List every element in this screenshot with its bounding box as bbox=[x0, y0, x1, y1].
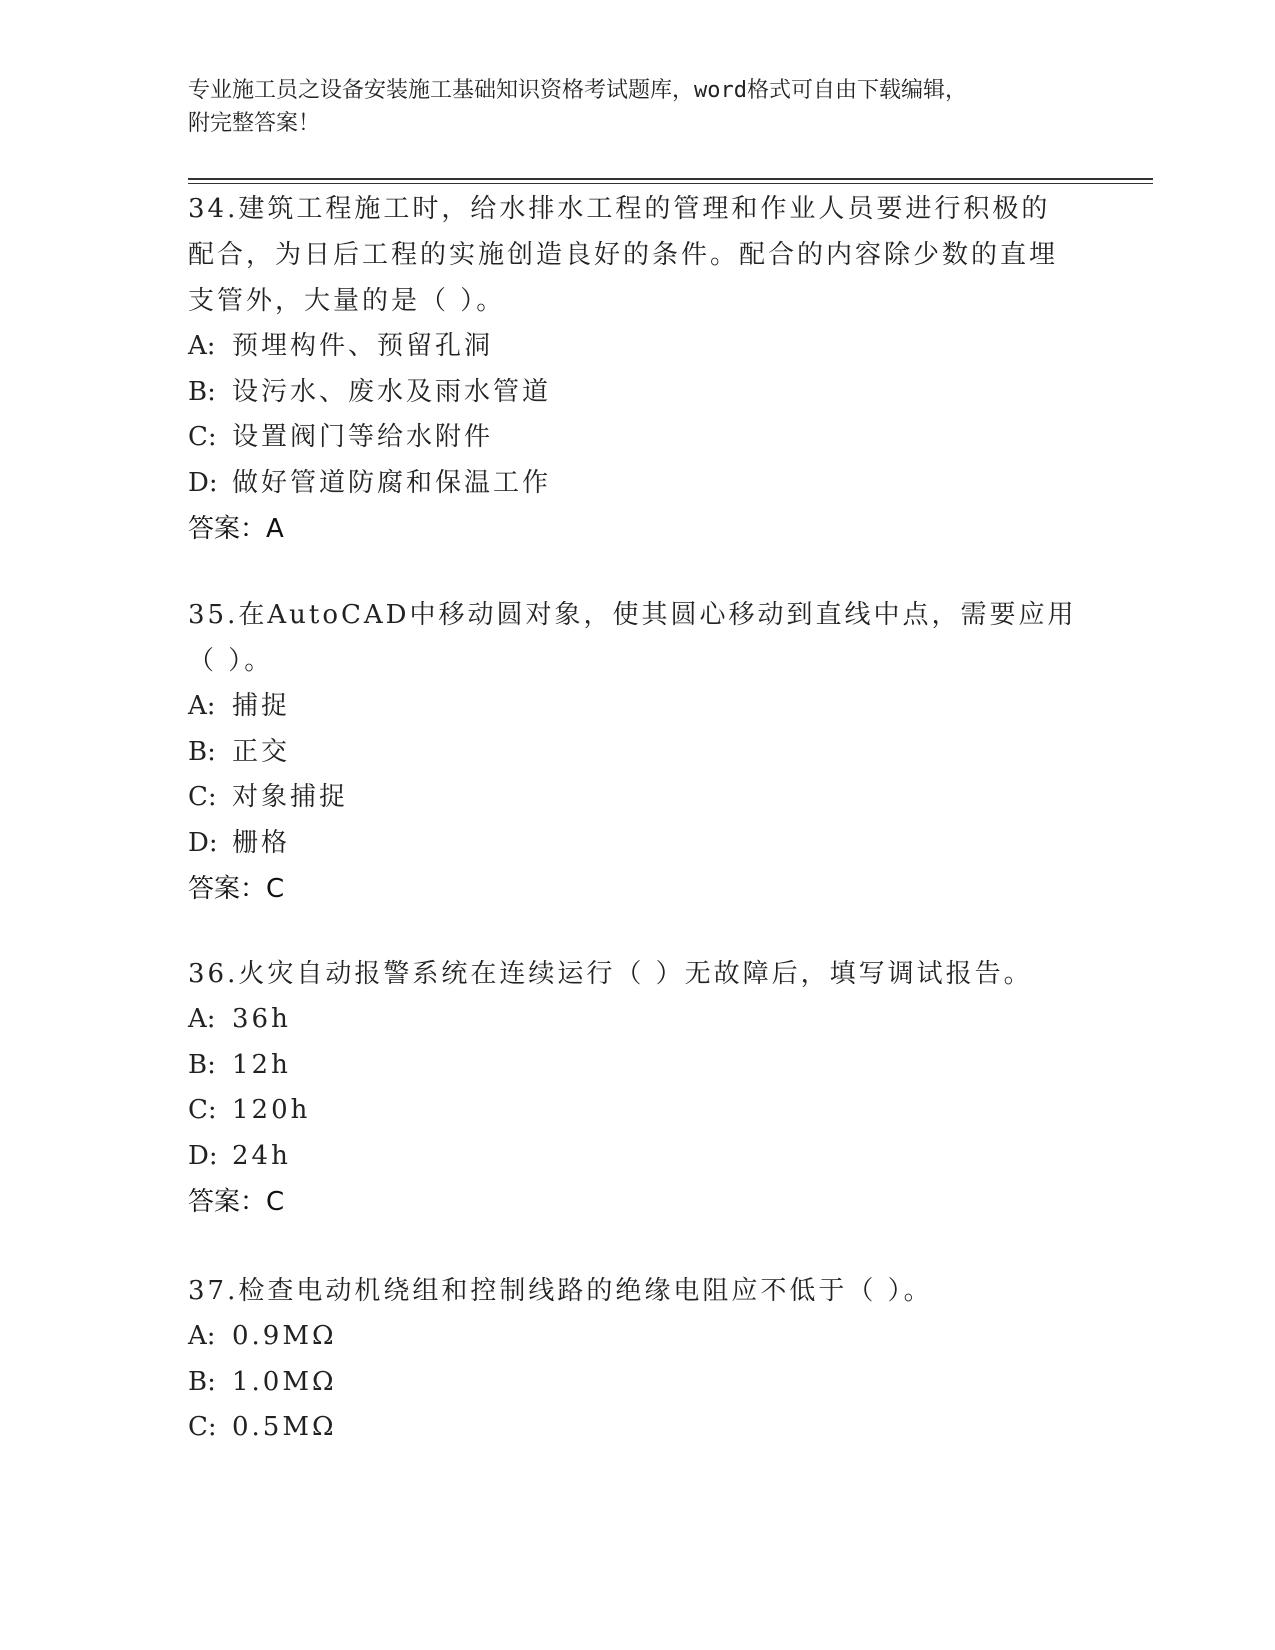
option-d bbox=[188, 821, 1078, 867]
question-36 bbox=[188, 951, 1078, 1225]
question-stem: 37.检查电动机绕组和控制线路的绝缘电阻应不低于（ ）。 bbox=[188, 1276, 933, 1306]
option-c bbox=[188, 1088, 1078, 1134]
option-text: 设置阀门等给水附件 bbox=[232, 422, 494, 452]
document-header bbox=[188, 74, 1068, 140]
option-text: 预埋构件、预留孔洞 bbox=[232, 331, 494, 361]
option-label: A: bbox=[188, 1004, 216, 1034]
question-37 bbox=[188, 1268, 1078, 1451]
header-line-2: 附完整答案！ bbox=[188, 111, 321, 136]
question-stem: 34.建筑工程施工时，给水排水工程的管理和作业人员要进行积极的配合，为日后工程的实施创造良好的条件。配合的内容除少数的直埋支管外，大量的是（ ）。 bbox=[188, 194, 1059, 316]
option-label: B: bbox=[188, 376, 216, 407]
option-label: A: bbox=[188, 691, 216, 721]
option-c bbox=[188, 1405, 1078, 1451]
option-text: 24h bbox=[232, 1140, 291, 1171]
header-divider-thin bbox=[188, 183, 1153, 184]
option-label: B: bbox=[188, 1049, 216, 1080]
answer: 答案：C bbox=[188, 874, 285, 904]
option-text: 120h bbox=[232, 1095, 311, 1125]
option-label: B: bbox=[188, 1366, 216, 1397]
option-c bbox=[188, 775, 1078, 821]
option-label: A: bbox=[188, 1321, 216, 1351]
option-a bbox=[188, 1314, 1078, 1360]
option-b bbox=[188, 1043, 1078, 1089]
question-stem: 36.火灾自动报警系统在连续运行（ ）无故障后，填写调试报告。 bbox=[188, 959, 1033, 989]
option-text: 做好管道防腐和保温工作 bbox=[232, 467, 552, 498]
question-stem: 35.在AutoCAD中移动圆对象，使其圆心移动到直线中点，需要应用（ ）。 bbox=[188, 600, 1077, 676]
option-text: 对象捕捉 bbox=[232, 782, 349, 812]
option-label: D: bbox=[188, 827, 218, 858]
option-label: D: bbox=[188, 467, 218, 498]
option-text: 36h bbox=[232, 1004, 291, 1034]
option-a bbox=[188, 324, 1078, 370]
option-label: B: bbox=[188, 736, 216, 767]
option-text: 12h bbox=[232, 1049, 291, 1080]
option-text: 1.0MΩ bbox=[232, 1366, 337, 1397]
option-label: C: bbox=[188, 782, 217, 812]
option-label: A: bbox=[188, 331, 216, 361]
option-label: C: bbox=[188, 1095, 217, 1125]
option-b bbox=[188, 370, 1078, 416]
option-text: 正交 bbox=[232, 736, 291, 767]
option-b bbox=[188, 1360, 1078, 1406]
header-divider bbox=[188, 178, 1153, 180]
option-d bbox=[188, 461, 1078, 507]
option-c bbox=[188, 415, 1078, 461]
option-text: 0.9MΩ bbox=[232, 1321, 337, 1351]
option-text: 栅格 bbox=[232, 827, 291, 858]
option-text: 捕捉 bbox=[232, 691, 291, 721]
option-b bbox=[188, 730, 1078, 776]
option-d bbox=[188, 1134, 1078, 1180]
option-a bbox=[188, 997, 1078, 1043]
option-label: C: bbox=[188, 1412, 217, 1442]
header-line-1: 专业施工员之设备安装施工基础知识资格考试题库，word格式可自由下载编辑， bbox=[188, 78, 967, 103]
option-label: C: bbox=[188, 422, 217, 452]
option-text: 设污水、废水及雨水管道 bbox=[232, 376, 552, 407]
question-34 bbox=[188, 186, 1078, 552]
answer: 答案：C bbox=[188, 1187, 285, 1217]
option-label: D: bbox=[188, 1140, 218, 1171]
question-35 bbox=[188, 592, 1078, 912]
option-a bbox=[188, 684, 1078, 730]
answer: 答案：A bbox=[188, 514, 284, 544]
option-text: 0.5MΩ bbox=[232, 1412, 337, 1442]
